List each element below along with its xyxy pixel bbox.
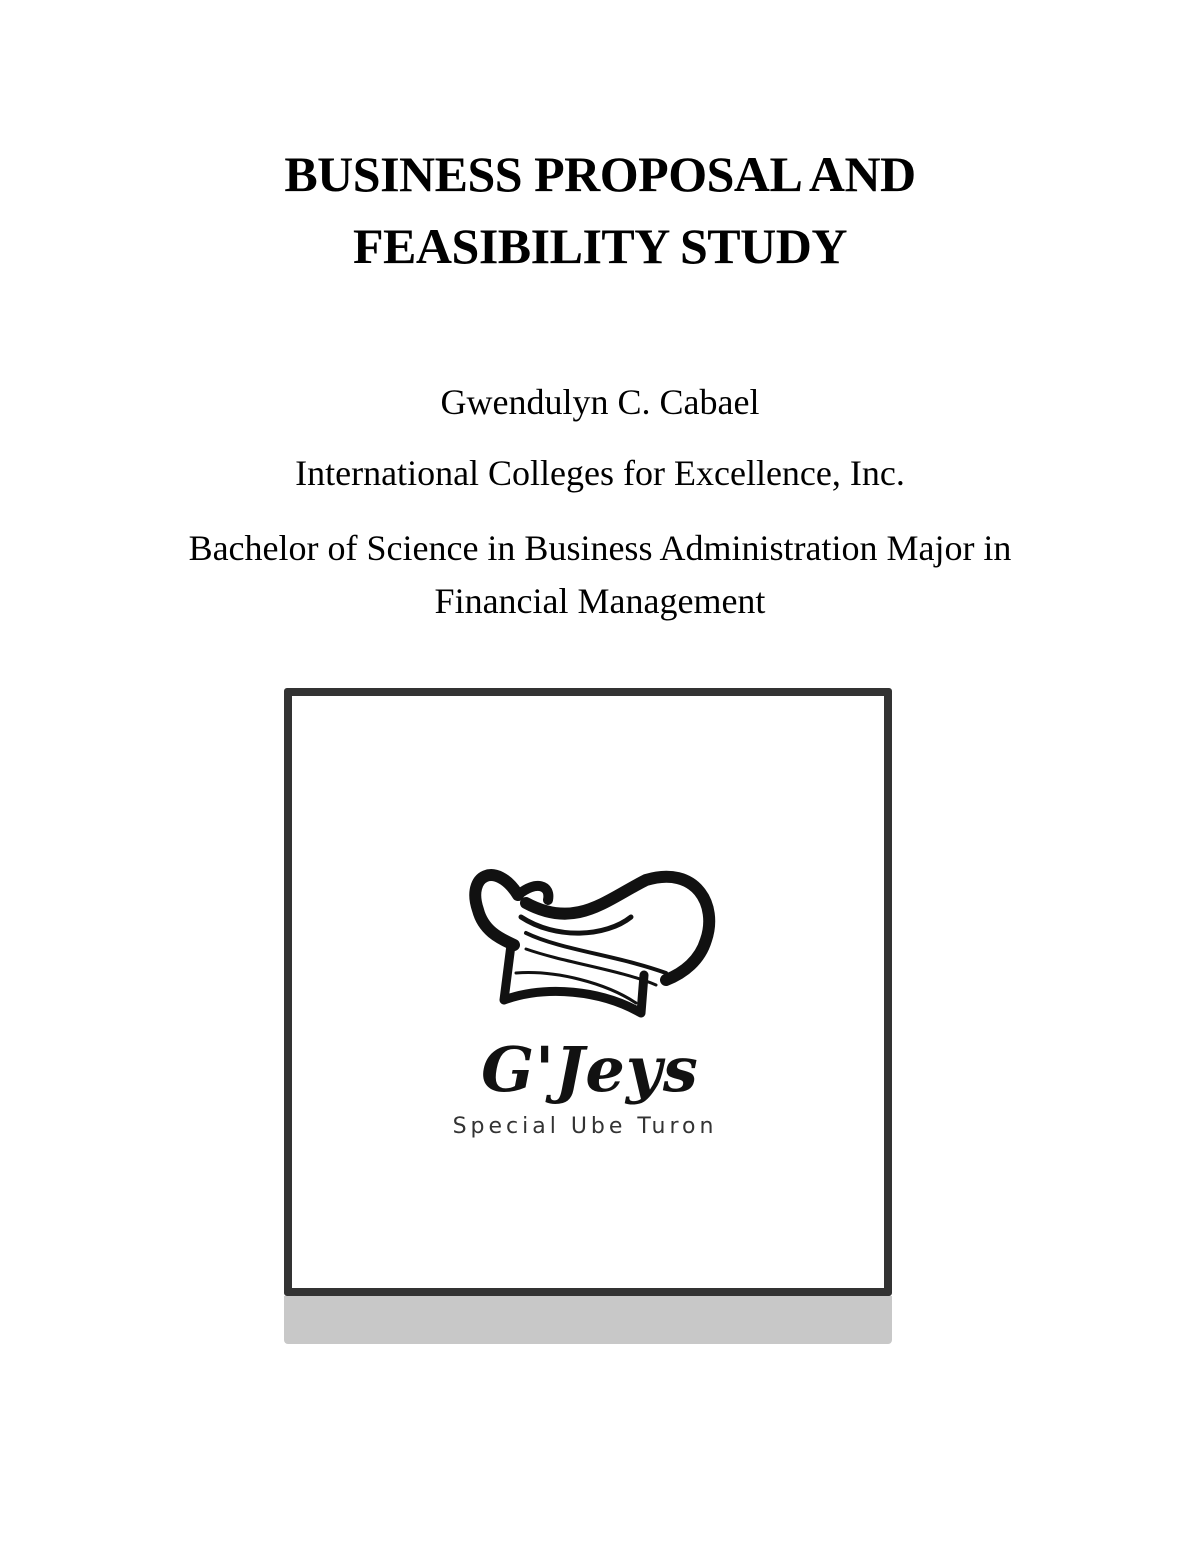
document-title xyxy=(0,138,1200,282)
title-line-1: BUSINESS PROPOSAL AND xyxy=(284,146,916,202)
logo-frame-shadow xyxy=(284,1296,892,1344)
brand-name: G'Jeys xyxy=(481,1033,699,1106)
degree-program xyxy=(0,522,1200,628)
degree-line-2: Financial Management xyxy=(434,581,766,621)
degree-line-1: Bachelor of Science in Business Administration Major in xyxy=(188,528,1012,568)
title-line-2: FEASIBILITY STUDY xyxy=(353,218,847,274)
institution-name: International Colleges for Excellence, Inc. xyxy=(295,453,905,493)
brand-tagline: Special Ube Turon xyxy=(452,1114,718,1139)
author-name: Gwendulyn C. Cabael xyxy=(440,382,760,422)
